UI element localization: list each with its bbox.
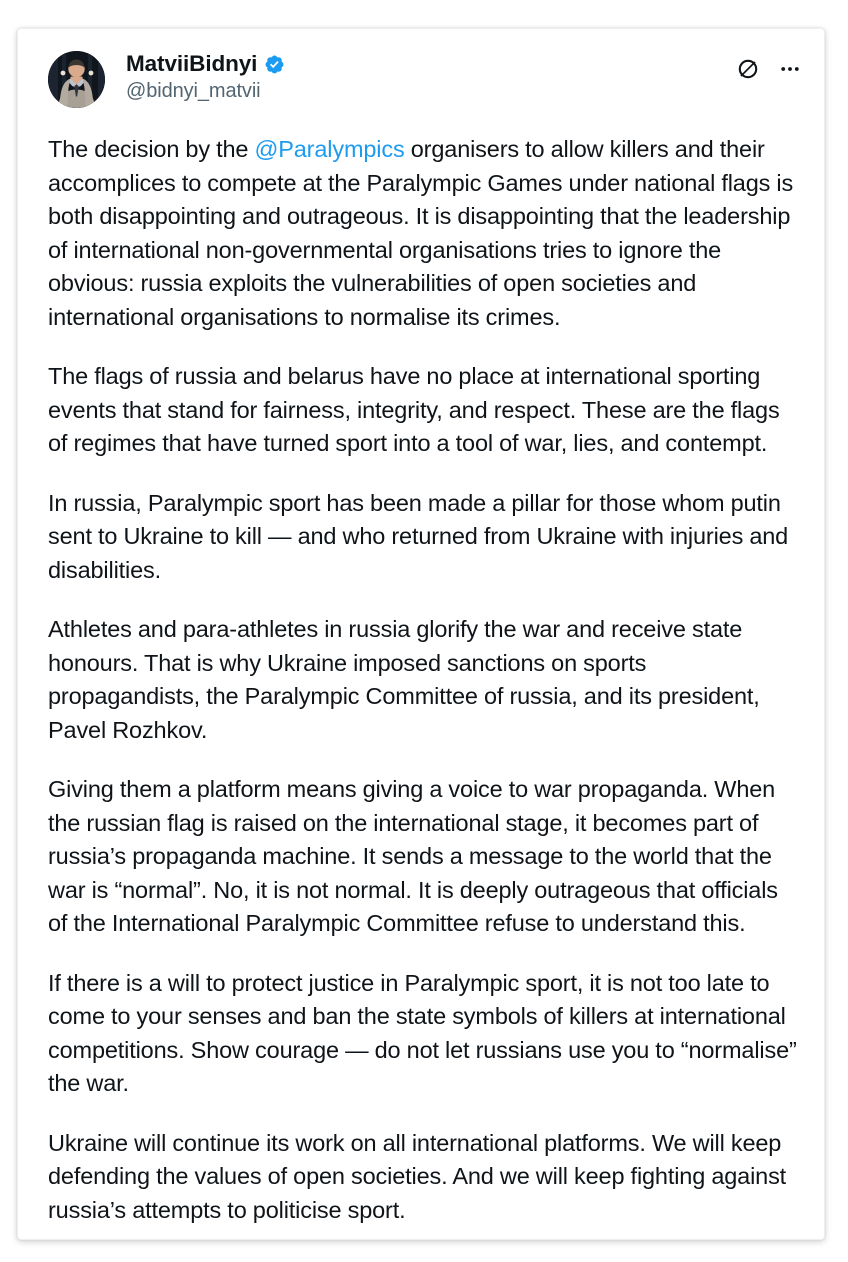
tweet-paragraph: Giving them a platform means giving a voice to war propaganda. When the russian flag is raised on the international stage, it becomes part of russia’s propaganda machine. It sends a message to the world that the war is “normal”. No, it is not normal. It is deeply outrageous that officials of the International Paralympic Committee refuse to understand this. [48,776,778,936]
verified-badge-icon [264,54,285,75]
tweet-paragraph: The flags of russia and belarus have no place at international sporting events that stand for fairness, integrity, and respect. These are the flags of regimes that have turned sport into a tool of war, lies, and contempt. [48,363,780,456]
header-actions [736,51,802,81]
paragraph-segment-text: The decision by the [48,136,255,162]
paragraph-segment-text: organisers to allow killers and their accomplices to compete at the Paralympic Games under national flags is both disappointing and outrageous. It is disappointing that the leadership of international non-governmental organisations tries to ignore the obvious: russia exploits the vulnerabilities of open societies and international organisations to normalise its crimes. [48,136,794,330]
more-options-icon[interactable] [778,57,802,81]
avatar[interactable] [48,51,105,108]
tweet-paragraph [48,133,798,334]
author-name-block [126,51,285,103]
display-name[interactable]: MatviiBidnyi [126,51,258,76]
author-handle[interactable]: @bidnyi_matvii [126,79,261,102]
display-name-row [126,52,285,77]
tweet-paragraph: Ukraine will continue its work on all international platforms. We will keep defending the values of open societies. And we will keep fighting against russia’s attempts to politicise sport. [48,1129,787,1223]
tweet-header [48,51,802,119]
tweet-text-body [48,133,802,1227]
tweet-paragraph: Athletes and para-athletes in russia glorify the war and receive state honours. That is why Ukraine imposed sanctions on sports propagandists, the Paralympic Committee of russia, and its president, Pavel Rozhkov. [48,616,760,743]
grok-icon[interactable] [736,57,760,81]
tweet-paragraph: If there is a will to protect justice in Paralympic sport, it is not too late to come to your senses and ban the state symbols of killers at international competitions. Show courage — do not let russians use you to “normalise” the war. [48,969,797,1096]
tweet-card [17,28,825,1240]
mention-link-paralympics[interactable]: @Paralympics [254,136,405,162]
tweet-paragraph: In russia, Paralympic sport has been made a pillar for those whom putin sent to Ukraine to kill — and who returned from Ukraine with injuries and disabilities. [48,489,789,583]
